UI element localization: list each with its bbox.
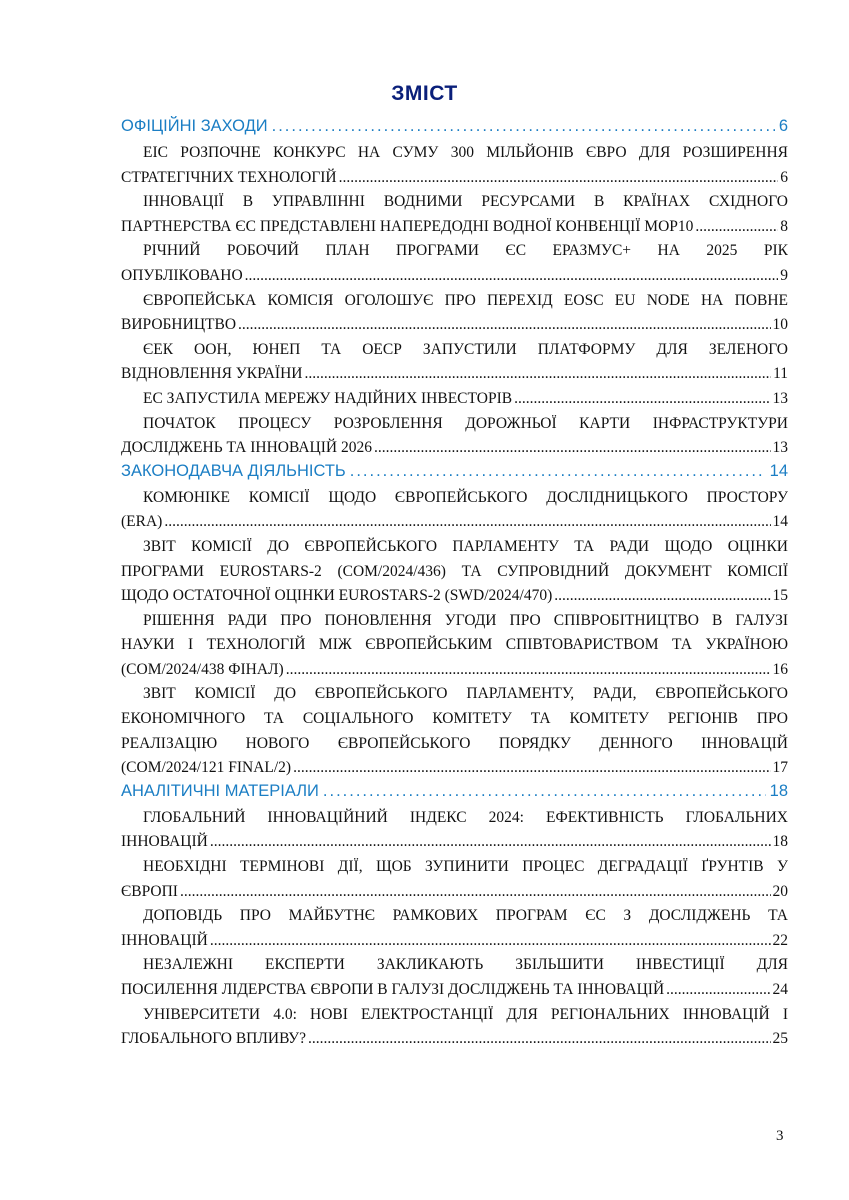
toc-entry-line <box>121 830 788 855</box>
toc-entry-text: ДОСЛІДЖЕНЬ ТА ІННОВАЦІЙ 2026 <box>121 439 372 457</box>
toc-page-number: 18 <box>772 833 788 851</box>
toc-entry-line: НЕОБХІДНІ ТЕРМІНОВІ ДІЇ, ЩОБ ЗУПИНИТИ ПРОЦЕС ДЕГРАДАЦІЇ ҐРУНТІВ У <box>143 858 788 876</box>
toc-page-number: 6 <box>780 168 788 186</box>
toc-entry-link[interactable] <box>121 904 788 953</box>
toc-entry-line: РІШЕННЯ РАДИ ПРО ПОНОВЛЕННЯ УГОДИ ПРО СПІВРОБІТНИЦТВО В ГАЛУЗІ <box>143 611 788 629</box>
toc-entry-link[interactable] <box>121 535 788 609</box>
toc-entry-text: (ERA) <box>121 513 163 531</box>
toc-page-number: 10 <box>772 316 788 334</box>
toc-entry-line: ДОПОВІДЬ ПРО МАЙБУТНЄ РАМКОВИХ ПРОГРАМ ЄС З ДОСЛІДЖЕНЬ ТА <box>143 907 788 925</box>
toc-entry-link[interactable] <box>121 338 788 387</box>
toc-entry-text: ПАРТНЕРСТВА ЄС ПРЕДСТАВЛЕНІ НАПЕРЕДОДНІ ВОДНОЇ КОНВЕНЦІЇ МОР10 <box>121 217 694 235</box>
toc-entry-link[interactable] <box>121 682 788 780</box>
toc-entry-link[interactable] <box>121 806 788 855</box>
toc-leader-dots <box>374 436 771 461</box>
toc-entry-line <box>121 215 788 240</box>
toc-entry-line: НЕЗАЛЕЖНІ ЕКСПЕРТИ ЗАКЛИКАЮТЬ ЗБІЛЬШИТИ ІНВЕСТИЦІЇ ДЛЯ <box>143 956 788 974</box>
toc-entry-line: ЄЕК ООН, ЮНЕП ТА ОЕСР ЗАПУСТИЛИ ПЛАТФОРМУ ДЛЯ ЗЕЛЕНОГО <box>143 340 788 358</box>
toc-entry-line: ІННОВАЦІЇ В УПРАВЛІННІ ВОДНИМИ РЕСУРСАМИ В КРАЇНАХ СХІДНОГО <box>143 193 788 211</box>
toc-page-number: 13 <box>772 389 788 407</box>
toc-entry-line: РІЧНИЙ РОБОЧИЙ ПЛАН ПРОГРАМИ ЄС ЕРАЗМУС+ НА 2025 РІК <box>143 242 788 260</box>
toc-entry-link[interactable] <box>121 412 788 461</box>
toc-leader-dots <box>164 510 770 535</box>
toc-entry-link[interactable] <box>121 141 788 190</box>
toc-entry-line: ПРОГРАМИ EUROSTARS-2 (COM/2024/436) ТА СУПРОВІДНИЙ ДОКУМЕНТ КОМІСІЇ <box>121 562 788 580</box>
toc-page-number: 15 <box>772 587 788 605</box>
toc-leader-dots <box>304 362 771 387</box>
toc-entry-text: ВІДНОВЛЕННЯ УКРАЇНИ <box>121 365 303 383</box>
toc-leader-dots <box>339 166 779 191</box>
toc-page-number: 25 <box>772 1030 788 1048</box>
toc-entry-text: ОПУБЛІКОВАНО <box>121 266 243 284</box>
toc-section-link[interactable] <box>121 782 788 806</box>
toc-leader-dots <box>666 978 770 1003</box>
toc-entry-text: ГЛОБАЛЬНОГО ВПЛИВУ? <box>121 1030 307 1048</box>
toc-leader-dots <box>180 880 771 905</box>
page-number: 3 <box>776 1128 784 1144</box>
toc-entry-line <box>121 166 788 191</box>
toc-leader-dots <box>350 462 766 481</box>
toc-entry-text: (COM/2024/438 ФІНАЛ) <box>121 660 284 678</box>
toc-entry-link[interactable] <box>121 387 788 412</box>
toc-entry-line: ЗВІТ КОМІСІЇ ДО ЄВРОПЕЙСЬКОГО ПАРЛАМЕНТУ, РАДИ, ЄВРОПЕЙСЬКОГО <box>143 685 788 703</box>
toc-leader-dots <box>245 264 779 289</box>
toc-entry-line: ГЛОБАЛЬНИЙ ІННОВАЦІЙНИЙ ІНДЕКС 2024: ЕФЕКТИВНІСТЬ ГЛОБАЛЬНИХ <box>143 808 788 826</box>
toc-entry-line <box>121 756 788 781</box>
table-of-contents <box>121 116 788 1052</box>
page-title: ЗМІСТ <box>391 82 458 105</box>
toc-entry-line: ЗВІТ КОМІСІЇ ДО ЄВРОПЕЙСЬКОГО ПАРЛАМЕНТУ ТА РАДИ ЩОДО ОЦІНКИ <box>143 537 788 555</box>
toc-entry-line: УНІВЕРСИТЕТИ 4.0: НОВІ ЕЛЕКТРОСТАНЦІЇ ДЛЯ РЕГІОНАЛЬНИХ ІННОВАЦІЙ І <box>143 1005 788 1023</box>
toc-entry-link[interactable] <box>121 1003 788 1052</box>
toc-section-label: ЗАКОНОДАВЧА ДІЯЛЬНІСТЬ <box>121 461 346 480</box>
toc-entry-line: ЄВРОПЕЙСЬКА КОМІСІЯ ОГОЛОШУЄ ПРО ПЕРЕХІД EOSC EU NODE НА ПОВНЕ <box>143 291 788 309</box>
toc-page-number: 20 <box>772 882 788 900</box>
toc-page-number: 8 <box>780 217 788 235</box>
toc-leader-dots <box>554 584 770 609</box>
toc-entry-link[interactable] <box>121 609 788 683</box>
toc-section-label: ОФІЦІЙНІ ЗАХОДИ <box>121 117 268 135</box>
toc-entry-text: ПОСИЛЕННЯ ЛІДЕРСТВА ЄВРОПИ В ГАЛУЗІ ДОСЛІДЖЕНЬ ТА ІННОВАЦІЙ <box>121 981 665 998</box>
toc-entry-line <box>121 387 788 412</box>
toc-leader-dots <box>238 313 770 338</box>
toc-entry-line <box>121 264 788 289</box>
toc-entry-link[interactable] <box>121 486 788 535</box>
toc-entry-line: РЕАЛІЗАЦІЮ НОВОГО ЄВРОПЕЙСЬКОГО ПОРЯДКУ ДЕННОГО ІННОВАЦІЙ <box>121 734 788 752</box>
toc-entry-line <box>121 880 788 905</box>
toc-entry-text: ЩОДО ОСТАТОЧНОЇ ОЦІНКИ EUROSTARS-2 (SWD/2024/470) <box>121 587 553 605</box>
toc-page-number: 16 <box>772 660 788 678</box>
toc-leader-dots <box>695 215 778 240</box>
toc-leader-dots <box>210 929 771 954</box>
toc-section-link[interactable] <box>121 462 788 486</box>
toc-entry-text: ІННОВАЦІЙ <box>121 931 208 949</box>
toc-entry-link[interactable] <box>121 953 788 1002</box>
toc-leader-dots <box>514 387 770 412</box>
toc-page-number: 13 <box>772 439 788 457</box>
toc-page-number: 9 <box>780 266 788 284</box>
toc-entry-line <box>121 510 788 535</box>
toc-entry-text: ВИРОБНИЦТВО <box>121 316 237 334</box>
toc-entry-text: (COM/2024/121 FINAL/2) <box>121 759 292 777</box>
toc-entry-line <box>121 978 788 1003</box>
toc-page-number: 14 <box>769 461 788 480</box>
toc-entry-line <box>121 929 788 954</box>
toc-entry-line <box>121 313 788 338</box>
toc-entry-link[interactable] <box>121 289 788 338</box>
toc-entry-line: НАУКИ І ТЕХНОЛОГІЙ МІЖ ЄВРОПЕЙСЬКИМ СПІВТОВАРИСТВОМ ТА УКРАЇНОЮ <box>121 636 788 654</box>
toc-entry-line: ЕКОНОМІЧНОГО ТА СОЦІАЛЬНОГО КОМІТЕТУ ТА КОМІТЕТУ РЕГІОНІВ ПРО <box>121 710 788 728</box>
toc-entry-line <box>121 584 788 609</box>
toc-entry-line <box>121 1027 788 1052</box>
toc-entry-link[interactable] <box>121 855 788 904</box>
toc-page-number: 22 <box>772 931 788 949</box>
toc-entry-line: ПОЧАТОК ПРОЦЕСУ РОЗРОБЛЕННЯ ДОРОЖНЬОЇ КАРТИ ІНФРАСТРУКТУРИ <box>143 414 788 432</box>
toc-entry-text: ЄВРОПІ <box>121 882 178 900</box>
toc-entry-line: ЕІС РОЗПОЧНЕ КОНКУРС НА СУМУ 300 МІЛЬЙОНІВ ЄВРО ДЛЯ РОЗШИРЕННЯ <box>143 144 788 161</box>
toc-leader-dots <box>286 658 771 683</box>
toc-entry-line <box>121 658 788 683</box>
toc-page-number: 6 <box>778 117 788 135</box>
toc-entry-text: СТРАТЕГІЧНИХ ТЕХНОЛОГІЙ <box>121 168 337 186</box>
toc-leader-dots <box>323 782 766 801</box>
toc-leader-dots <box>272 117 775 136</box>
toc-entry-link[interactable] <box>121 190 788 239</box>
toc-page-number: 11 <box>773 365 788 383</box>
toc-entry-link[interactable] <box>121 239 788 288</box>
toc-leader-dots <box>308 1027 770 1052</box>
toc-entry-text: ІННОВАЦІЙ <box>121 833 208 851</box>
toc-page-number: 17 <box>772 759 788 777</box>
toc-page-number: 18 <box>769 781 788 800</box>
toc-page-number: 14 <box>772 513 788 531</box>
toc-leader-dots <box>293 756 770 781</box>
toc-entry-line <box>121 436 788 461</box>
toc-entry-line: КОМЮНІКЕ КОМІСІЇ ЩОДО ЄВРОПЕЙСЬКОГО ДОСЛІДНИЦЬКОГО ПРОСТОРУ <box>143 488 788 506</box>
toc-entry-text: ЕС ЗАПУСТИЛА МЕРЕЖУ НАДІЙНИХ ІНВЕСТОРІВ <box>143 389 513 407</box>
toc-leader-dots <box>210 830 771 855</box>
toc-section-label: АНАЛІТИЧНІ МАТЕРІАЛИ <box>121 781 319 800</box>
toc-section-link[interactable] <box>121 117 788 141</box>
toc-entry-line <box>121 362 788 387</box>
toc-page-number: 24 <box>772 981 788 998</box>
